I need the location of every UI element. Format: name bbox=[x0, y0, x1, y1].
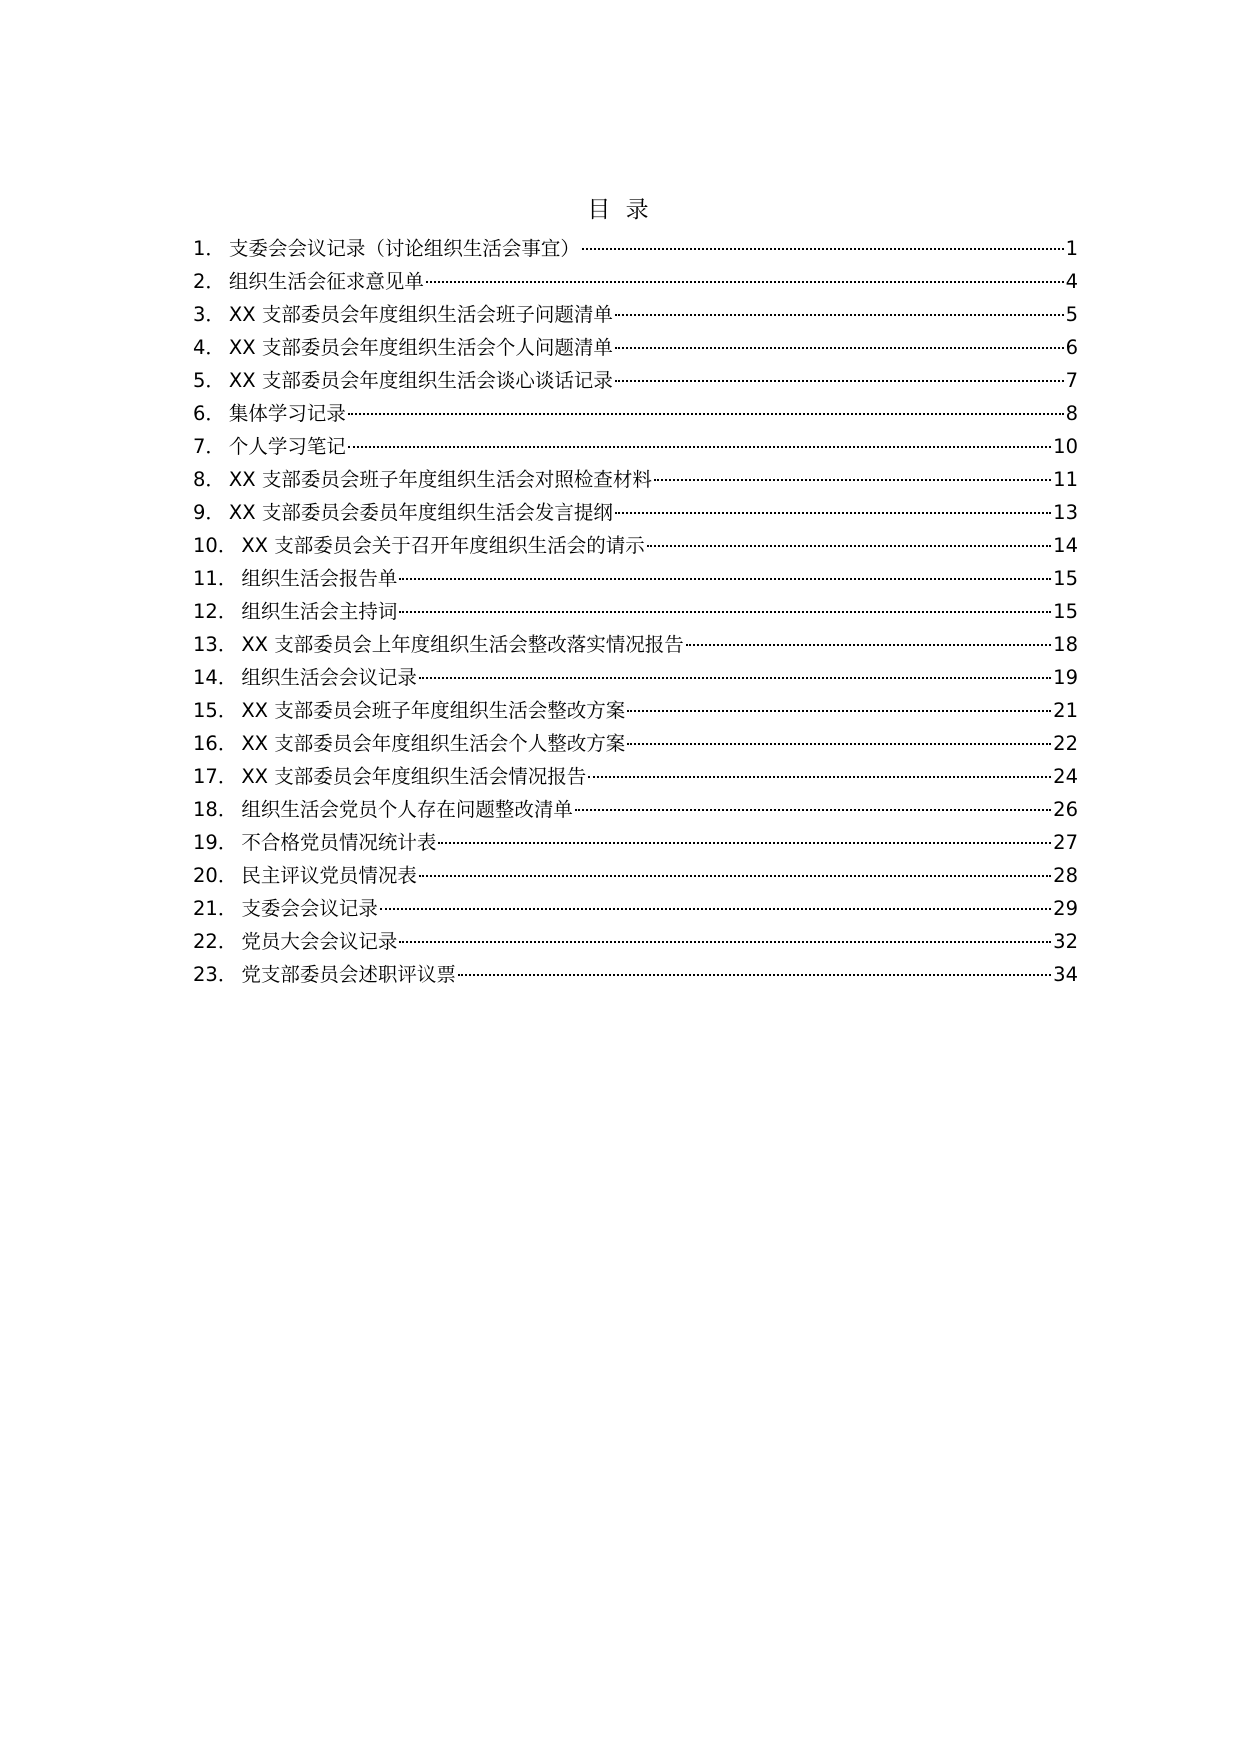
toc-entry[interactable] bbox=[193, 595, 1078, 628]
toc-entry-title: XX 支部委员会关于召开年度组织生活会的请示 bbox=[241, 534, 645, 557]
toc-entry-title: 组织生活会党员个人存在问题整改清单 bbox=[241, 798, 573, 821]
toc-entry-page-number: 11 bbox=[1053, 468, 1078, 491]
toc-entry-number: 22． bbox=[193, 930, 238, 953]
toc-entry-page-number: 14 bbox=[1053, 534, 1078, 557]
toc-dot-leader bbox=[627, 710, 1051, 712]
toc-entry-number: 10． bbox=[193, 534, 238, 557]
toc-entry-title: 组织生活会报告单 bbox=[241, 567, 398, 590]
toc-entry-number: 14． bbox=[193, 666, 238, 689]
toc-entry-title: 支委会会议记录 bbox=[241, 897, 378, 920]
toc-entry-number: 3． bbox=[193, 303, 225, 326]
toc-entry[interactable] bbox=[193, 694, 1078, 727]
toc-entry-title: XX 支部委员会委员年度组织生活会发言提纲 bbox=[228, 501, 613, 524]
toc-dot-leader bbox=[419, 677, 1051, 679]
toc-entry-number: 5． bbox=[193, 369, 225, 392]
toc-entry-number: 2． bbox=[193, 270, 225, 293]
toc-dot-leader bbox=[654, 479, 1051, 481]
toc-entry-title: 组织生活会会议记录 bbox=[241, 666, 417, 689]
toc-entry-page-number: 24 bbox=[1053, 765, 1078, 788]
toc-entry[interactable] bbox=[193, 397, 1078, 430]
toc-entry-number: 7． bbox=[193, 435, 225, 458]
toc-entry-title: 党支部委员会述职评议票 bbox=[241, 963, 456, 986]
toc-entry-page-number: 29 bbox=[1053, 897, 1078, 920]
toc-entry-page-number: 1 bbox=[1065, 237, 1078, 260]
toc-dot-leader bbox=[647, 545, 1051, 547]
toc-entry-title: XX 支部委员会上年度组织生活会整改落实情况报告 bbox=[241, 633, 684, 656]
toc-dot-leader bbox=[615, 314, 1064, 316]
toc-entry-number: 21． bbox=[193, 897, 238, 920]
toc-entry-title: XX 支部委员会年度组织生活会个人问题清单 bbox=[228, 336, 613, 359]
toc-entry-number: 23． bbox=[193, 963, 238, 986]
toc-entry[interactable] bbox=[193, 859, 1078, 892]
toc-entry[interactable] bbox=[193, 562, 1078, 595]
toc-entry[interactable] bbox=[193, 298, 1078, 331]
toc-entry[interactable] bbox=[193, 430, 1078, 463]
toc-entry[interactable] bbox=[193, 826, 1078, 859]
toc-entry[interactable] bbox=[193, 364, 1078, 397]
table-of-contents bbox=[193, 232, 1078, 991]
toc-entry[interactable] bbox=[193, 232, 1078, 265]
toc-entry-page-number: 21 bbox=[1053, 699, 1078, 722]
toc-entry-number: 17． bbox=[193, 765, 238, 788]
toc-entry-title: XX 支部委员会年度组织生活会谈心谈话记录 bbox=[228, 369, 613, 392]
toc-entry[interactable] bbox=[193, 529, 1078, 562]
toc-entry-page-number: 10 bbox=[1053, 435, 1078, 458]
toc-entry-page-number: 28 bbox=[1053, 864, 1078, 887]
toc-entry-page-number: 32 bbox=[1053, 930, 1078, 953]
toc-entry-number: 11． bbox=[193, 567, 238, 590]
toc-entry-page-number: 27 bbox=[1053, 831, 1078, 854]
toc-dot-leader bbox=[588, 776, 1051, 778]
toc-entry-number: 19． bbox=[193, 831, 238, 854]
toc-entry-page-number: 7 bbox=[1065, 369, 1078, 392]
toc-entry-page-number: 34 bbox=[1053, 963, 1078, 986]
toc-entry-title: 个人学习笔记 bbox=[228, 435, 346, 458]
toc-dot-leader bbox=[582, 248, 1064, 250]
toc-entry-number: 13． bbox=[193, 633, 238, 656]
toc-entry[interactable] bbox=[193, 958, 1078, 991]
toc-entry-title: XX 支部委员会班子年度组织生活会对照检查材料 bbox=[228, 468, 652, 491]
toc-entry-title: 支委会会议记录（讨论组织生活会事宜） bbox=[228, 237, 580, 260]
toc-entry[interactable] bbox=[193, 793, 1078, 826]
toc-dot-leader bbox=[438, 842, 1051, 844]
toc-dot-leader bbox=[426, 281, 1064, 283]
toc-entry-page-number: 5 bbox=[1065, 303, 1078, 326]
toc-dot-leader bbox=[399, 941, 1051, 943]
toc-dot-leader bbox=[627, 743, 1051, 745]
toc-entry-page-number: 18 bbox=[1053, 633, 1078, 656]
toc-title: 目 录 bbox=[587, 197, 653, 223]
toc-dot-leader bbox=[458, 974, 1051, 976]
toc-dot-leader bbox=[686, 644, 1051, 646]
toc-entry-page-number: 8 bbox=[1065, 402, 1078, 425]
toc-entry-title: XX 支部委员会年度组织生活会班子问题清单 bbox=[228, 303, 613, 326]
toc-entry-page-number: 15 bbox=[1053, 600, 1078, 623]
toc-entry-number: 8． bbox=[193, 468, 225, 491]
toc-entry-number: 12． bbox=[193, 600, 238, 623]
toc-entry-number: 16． bbox=[193, 732, 238, 755]
toc-entry-page-number: 4 bbox=[1065, 270, 1078, 293]
toc-entry[interactable] bbox=[193, 760, 1078, 793]
toc-entry[interactable] bbox=[193, 331, 1078, 364]
toc-entry[interactable] bbox=[193, 265, 1078, 298]
toc-entry-page-number: 13 bbox=[1053, 501, 1078, 524]
toc-entry[interactable] bbox=[193, 661, 1078, 694]
toc-entry-page-number: 19 bbox=[1053, 666, 1078, 689]
toc-entry[interactable] bbox=[193, 496, 1078, 529]
toc-dot-leader bbox=[399, 611, 1051, 613]
toc-dot-leader bbox=[348, 446, 1051, 448]
toc-dot-leader bbox=[615, 512, 1051, 514]
toc-entry-number: 20． bbox=[193, 864, 238, 887]
toc-dot-leader bbox=[615, 380, 1064, 382]
toc-dot-leader bbox=[380, 908, 1051, 910]
toc-entry-number: 15． bbox=[193, 699, 238, 722]
toc-dot-leader bbox=[615, 347, 1064, 349]
toc-entry-number: 1． bbox=[193, 237, 225, 260]
toc-entry-title: XX 支部委员会年度组织生活会情况报告 bbox=[241, 765, 587, 788]
toc-entry-page-number: 6 bbox=[1065, 336, 1078, 359]
toc-entry[interactable] bbox=[193, 892, 1078, 925]
toc-entry-title: 民主评议党员情况表 bbox=[241, 864, 417, 887]
toc-entry[interactable] bbox=[193, 727, 1078, 760]
toc-dot-leader bbox=[419, 875, 1051, 877]
toc-dot-leader bbox=[575, 809, 1051, 811]
toc-entry-title: 集体学习记录 bbox=[228, 402, 346, 425]
toc-entry-number: 9． bbox=[193, 501, 225, 524]
toc-dot-leader bbox=[348, 413, 1064, 415]
toc-entry[interactable] bbox=[193, 628, 1078, 661]
toc-entry[interactable] bbox=[193, 463, 1078, 496]
toc-entry-number: 4． bbox=[193, 336, 225, 359]
toc-entry[interactable] bbox=[193, 925, 1078, 958]
toc-entry-number: 18． bbox=[193, 798, 238, 821]
toc-entry-title: XX 支部委员会班子年度组织生活会整改方案 bbox=[241, 699, 626, 722]
toc-entry-title: 党员大会会议记录 bbox=[241, 930, 398, 953]
toc-entry-number: 6． bbox=[193, 402, 225, 425]
toc-entry-title: 组织生活会主持词 bbox=[241, 600, 398, 623]
toc-entry-page-number: 26 bbox=[1053, 798, 1078, 821]
toc-entry-title: 组织生活会征求意见单 bbox=[228, 270, 424, 293]
toc-dot-leader bbox=[399, 578, 1051, 580]
toc-entry-title: XX 支部委员会年度组织生活会个人整改方案 bbox=[241, 732, 626, 755]
toc-entry-page-number: 15 bbox=[1053, 567, 1078, 590]
toc-entry-page-number: 22 bbox=[1053, 732, 1078, 755]
toc-entry-title: 不合格党员情况统计表 bbox=[241, 831, 437, 854]
